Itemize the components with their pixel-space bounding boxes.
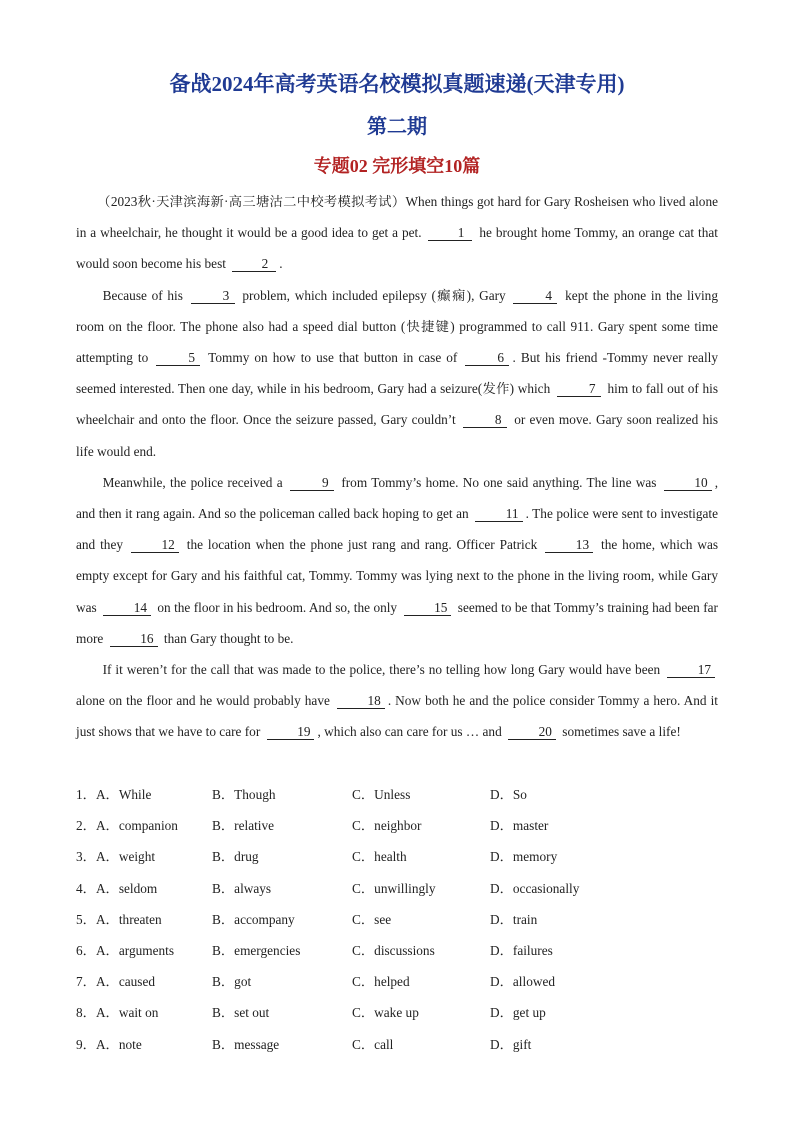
option-a: A．caused [95,974,156,990]
question-number: 1． [76,787,96,802]
text-segment: he brought home Tommy, an orange cat that would soon become his best [76,225,718,272]
option-d: D．allowed [490,974,555,990]
question-number: 6． [76,942,96,958]
text-segment: the location when the phone just rang and rang. Officer Patrick [186,537,538,553]
question-number: 2． [76,818,96,834]
text-segment: . Now both he and the police consider Tommy a hero. And it just shows that we have to care for [76,693,718,740]
option-c: C．health [352,849,407,865]
option-d: D．So [490,787,527,802]
option-c: C．unwillingly [352,880,436,896]
question-label [76,935,174,966]
text-segment: or even move. Gary soon realized his life would end. [76,412,718,459]
paragraph-3 [76,467,718,654]
option-c: C．discussions [352,942,435,958]
text-segment: seemed to be that Tommy’s training had been far more [76,599,718,646]
option-b: B．got [212,974,252,990]
option-a: A．note [95,1036,142,1052]
blank-18: 18 [337,694,385,709]
blank-1: 1 [428,226,472,241]
topic-heading: 专题02 完形填空10篇 [313,156,481,176]
blank-6: 6 [465,351,509,366]
text-segment: （2023秋·天津滨海新·高三塘沽二中校考模拟考试）When things got hard for Gary Rosheisen who lived alone in a wheelchair, he thought it would be a good idea to get a pet. [76,194,718,241]
text-segment: Meanwhile, the police received a [102,474,283,490]
blank-13: 13 [545,538,593,553]
question-label [76,997,158,1028]
text-segment: kept the phone in the living room on the floor. The phone also had a speed dial button (快捷键) programmed to call 911. Gary spent some time attempting to [76,287,718,366]
option-c: C．Unless [352,787,411,802]
cloze-passage [76,186,718,748]
text-segment: Because of his [102,287,183,303]
option-a: A．companion [95,818,178,834]
option-b: B．always [212,880,272,896]
blank-12: 12 [131,538,179,553]
option-c: C．helped [352,974,410,990]
option-d: D．failures [490,942,553,958]
option-b: B．relative [212,818,275,834]
question-row [76,841,736,872]
option-c: C．call [352,1036,394,1052]
blank-7: 7 [557,382,601,397]
paragraph-1 [76,186,718,280]
option-a: A．arguments [95,942,175,958]
question-label [76,779,151,810]
option-d: D．gift [490,1036,532,1052]
blank-3: 3 [191,289,235,304]
question-number: 7． [76,974,96,990]
blank-17: 17 [667,663,715,678]
blank-16: 16 [110,632,158,647]
option-a: A．seldom [95,880,158,896]
option-a: A．weight [95,849,156,865]
blank-5: 5 [156,351,200,366]
blank-11: 11 [475,507,522,522]
question-number: 9． [76,1036,96,1052]
option-d: D．memory [490,849,558,865]
option-b: B．set out [212,1005,270,1021]
question-row [76,935,736,966]
option-a: A．wait on [95,1005,159,1021]
option-b: B．Though [212,787,276,802]
text-segment: . [279,256,283,272]
question-label [76,873,157,904]
option-c: C．neighbor [352,818,422,834]
option-c: C．see [352,911,392,927]
question-number: 3． [76,849,96,865]
question-row [76,810,736,841]
option-a: A．While [95,787,152,802]
blank-19: 19 [267,725,315,740]
option-d: D．master [490,818,549,834]
option-d: D．train [490,911,538,927]
question-label [76,904,162,935]
text-segment: problem, which included epilepsy (癫痫), Gary [242,287,506,303]
option-c: C．wake up [352,1005,419,1021]
question-row [76,904,736,935]
text-segment: the home, which was empty except for Gary and his faithful cat, Tommy. Tommy was lying next to the phone in the living room, while Gary was [76,537,719,615]
text-segment: . The police were sent to investigate and they [76,506,719,553]
text-segment: , and then it rang again. And so the policeman called back hoping to get an [76,474,719,522]
question-label [76,1029,142,1060]
text-segment: , which also can care for us … and [317,724,502,740]
option-d: D．get up [490,1005,546,1021]
option-b: B．emergencies [212,942,301,958]
text-segment: . But his friend -Tommy never really seemed interested. Then one day, while in his bedroom, Gary had a seizure(发作) which [76,350,718,397]
question-number: 8． [76,1005,96,1021]
question-row [76,997,736,1028]
text-segment: Tommy on how to use that button in case of [208,350,458,366]
text-segment: sometimes save a life! [562,724,681,740]
blank-4: 4 [513,289,557,304]
question-number: 4． [76,880,96,896]
blank-14: 14 [103,601,151,616]
text-segment: than Gary thought to be. [163,630,294,646]
issue-label: 第二期 [367,116,427,138]
option-d: D．occasionally [490,880,580,896]
blank-15: 15 [404,601,452,616]
blank-2: 2 [232,257,276,272]
text-segment: If it weren’t for the call that was made to the police, there’s no telling how long Gary would have been [102,662,661,678]
question-label [76,810,178,841]
option-a: A．threaten [95,911,162,927]
paragraph-2 [76,280,718,467]
blank-8: 8 [463,413,507,428]
option-b: B．accompany [212,911,295,927]
blank-9: 9 [290,476,334,491]
text-segment: on the floor in his bedroom. And so, the only [157,599,398,615]
blank-10: 10 [664,476,712,491]
document-title: 备战2024年高考英语名校模拟真题速递(天津专用) [169,72,625,96]
question-label [76,966,155,997]
option-b: B．message [212,1036,280,1052]
question-row [76,873,736,904]
question-label [76,841,155,872]
text-segment: from Tommy’s home. No one said anything. The line was [341,474,657,490]
question-row [76,1029,736,1060]
question-row [76,779,736,810]
text-segment: him to fall out of his wheelchair and onto the floor. Once the seizure passed, Gary couldn’t [76,381,719,428]
option-b: B．drug [212,849,259,865]
blank-20: 20 [508,725,556,740]
answer-options-list [76,779,736,1060]
question-number: 5． [76,911,96,927]
question-row [76,966,736,997]
text-segment: alone on the floor and he would probably have [76,693,330,709]
paragraph-4 [76,654,718,748]
